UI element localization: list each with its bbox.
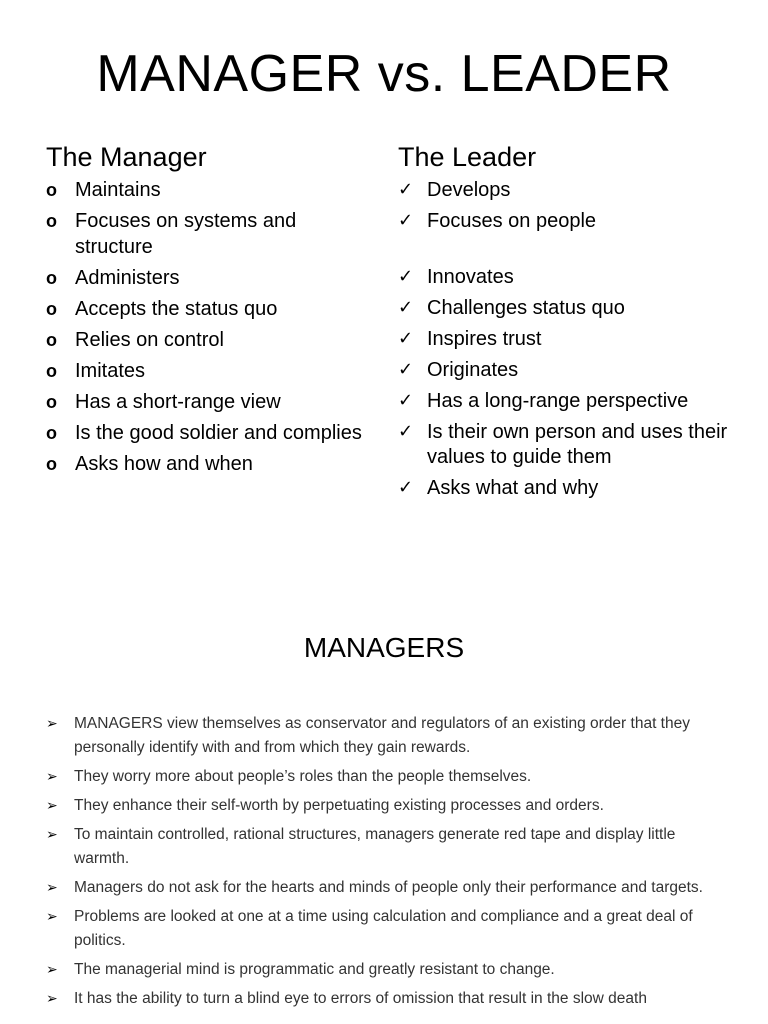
managers-notes-list (46, 712, 726, 1016)
list-item: o Relies on control (46, 328, 366, 354)
checkmark-icon: ✓ (398, 179, 414, 200)
leader-list (398, 178, 728, 502)
manager-heading: The Manager (46, 142, 207, 172)
arrow-bullet-icon: ➢ (46, 880, 58, 896)
circle-bullet-icon: o (46, 267, 57, 288)
list-item: ➢ The managerial mind is programmatic and greatly resistant to change. (46, 958, 726, 982)
list-item: ➢ Managers do not ask for the hearts and minds of people only their performance and targets. (46, 876, 726, 900)
checkmark-icon: ✓ (398, 265, 414, 287)
checkmark-icon: ✓ (398, 358, 414, 380)
circle-bullet-icon: o (46, 211, 57, 231)
list-item: ✓ Asks what and why (398, 477, 599, 499)
list-item: o Imitates (46, 359, 366, 385)
arrow-bullet-icon: ➢ (46, 716, 58, 732)
list-item: o Asks how and when (46, 452, 366, 478)
arrow-bullet-icon: ➢ (46, 769, 58, 785)
leader-heading: The Leader (398, 142, 537, 172)
list-item: o Focuses on systems and structure (46, 210, 297, 258)
checkmark-icon: ✓ (398, 296, 414, 318)
list-item: ✓ Focuses on people (398, 210, 597, 232)
circle-bullet-icon: o (46, 360, 57, 381)
list-item: ✓ Originates (398, 358, 519, 381)
list-item: o Accepts the status quo (46, 297, 366, 323)
checkmark-icon: ✓ (398, 389, 414, 411)
arrow-bullet-icon: ➢ (46, 962, 58, 978)
checkmark-icon: ✓ (398, 420, 414, 442)
list-item: ➢ They enhance their self-worth by perpetuating existing processes and orders. (46, 794, 726, 818)
circle-bullet-icon: o (46, 298, 57, 319)
list-item: o Maintains (46, 178, 366, 204)
circle-bullet-icon: o (46, 180, 57, 200)
list-item: o Administers (46, 266, 366, 292)
checkmark-icon: ✓ (398, 210, 414, 231)
circle-bullet-icon: o (46, 391, 57, 412)
list-item: o Is the good soldier and complies (46, 421, 366, 447)
list-item: ✓ Inspires trust (398, 327, 542, 350)
manager-column (46, 140, 366, 483)
checkmark-icon: ✓ (398, 327, 414, 349)
arrow-bullet-icon: ➢ (46, 798, 58, 814)
list-item: ➢ Problems are looked at one at a time using calculation and compliance and a great deal of politics. (46, 905, 726, 953)
list-item: ✓ Has a long-range perspective (398, 389, 689, 412)
circle-bullet-icon: o (46, 329, 57, 350)
managers-section-heading: MANAGERS (303, 632, 465, 663)
list-item: ✓ Innovates (398, 265, 514, 288)
list-item: o Has a short-range view (46, 390, 366, 416)
checkmark-icon: ✓ (398, 477, 414, 498)
list-item: ➢ It has the ability to turn a blind eye to errors of omission that result in the slow death (46, 987, 726, 1011)
list-item: ✓ Is their own person and uses their values to guide them (398, 420, 728, 468)
arrow-bullet-icon: ➢ (46, 991, 58, 1007)
circle-bullet-icon: o (46, 453, 57, 474)
list-item: ✓ Challenges status quo (398, 296, 625, 319)
list-item: ➢ MANAGERS view themselves as conservator and regulators of an existing order that they personally identify with and from which they gain rewards. (46, 712, 726, 760)
list-item: ✓ Develops (398, 179, 511, 201)
circle-bullet-icon: o (46, 422, 57, 443)
list-item: ➢ To maintain controlled, rational structures, managers generate red tape and display little warmth. (46, 823, 726, 871)
arrow-bullet-icon: ➢ (46, 909, 58, 925)
arrow-bullet-icon: ➢ (46, 827, 58, 843)
list-item: ➢ They worry more about people’s roles than the people themselves. (46, 765, 726, 789)
page-title: MANAGER vs. LEADER (96, 45, 672, 103)
leader-column (398, 140, 728, 507)
manager-list (46, 178, 366, 477)
